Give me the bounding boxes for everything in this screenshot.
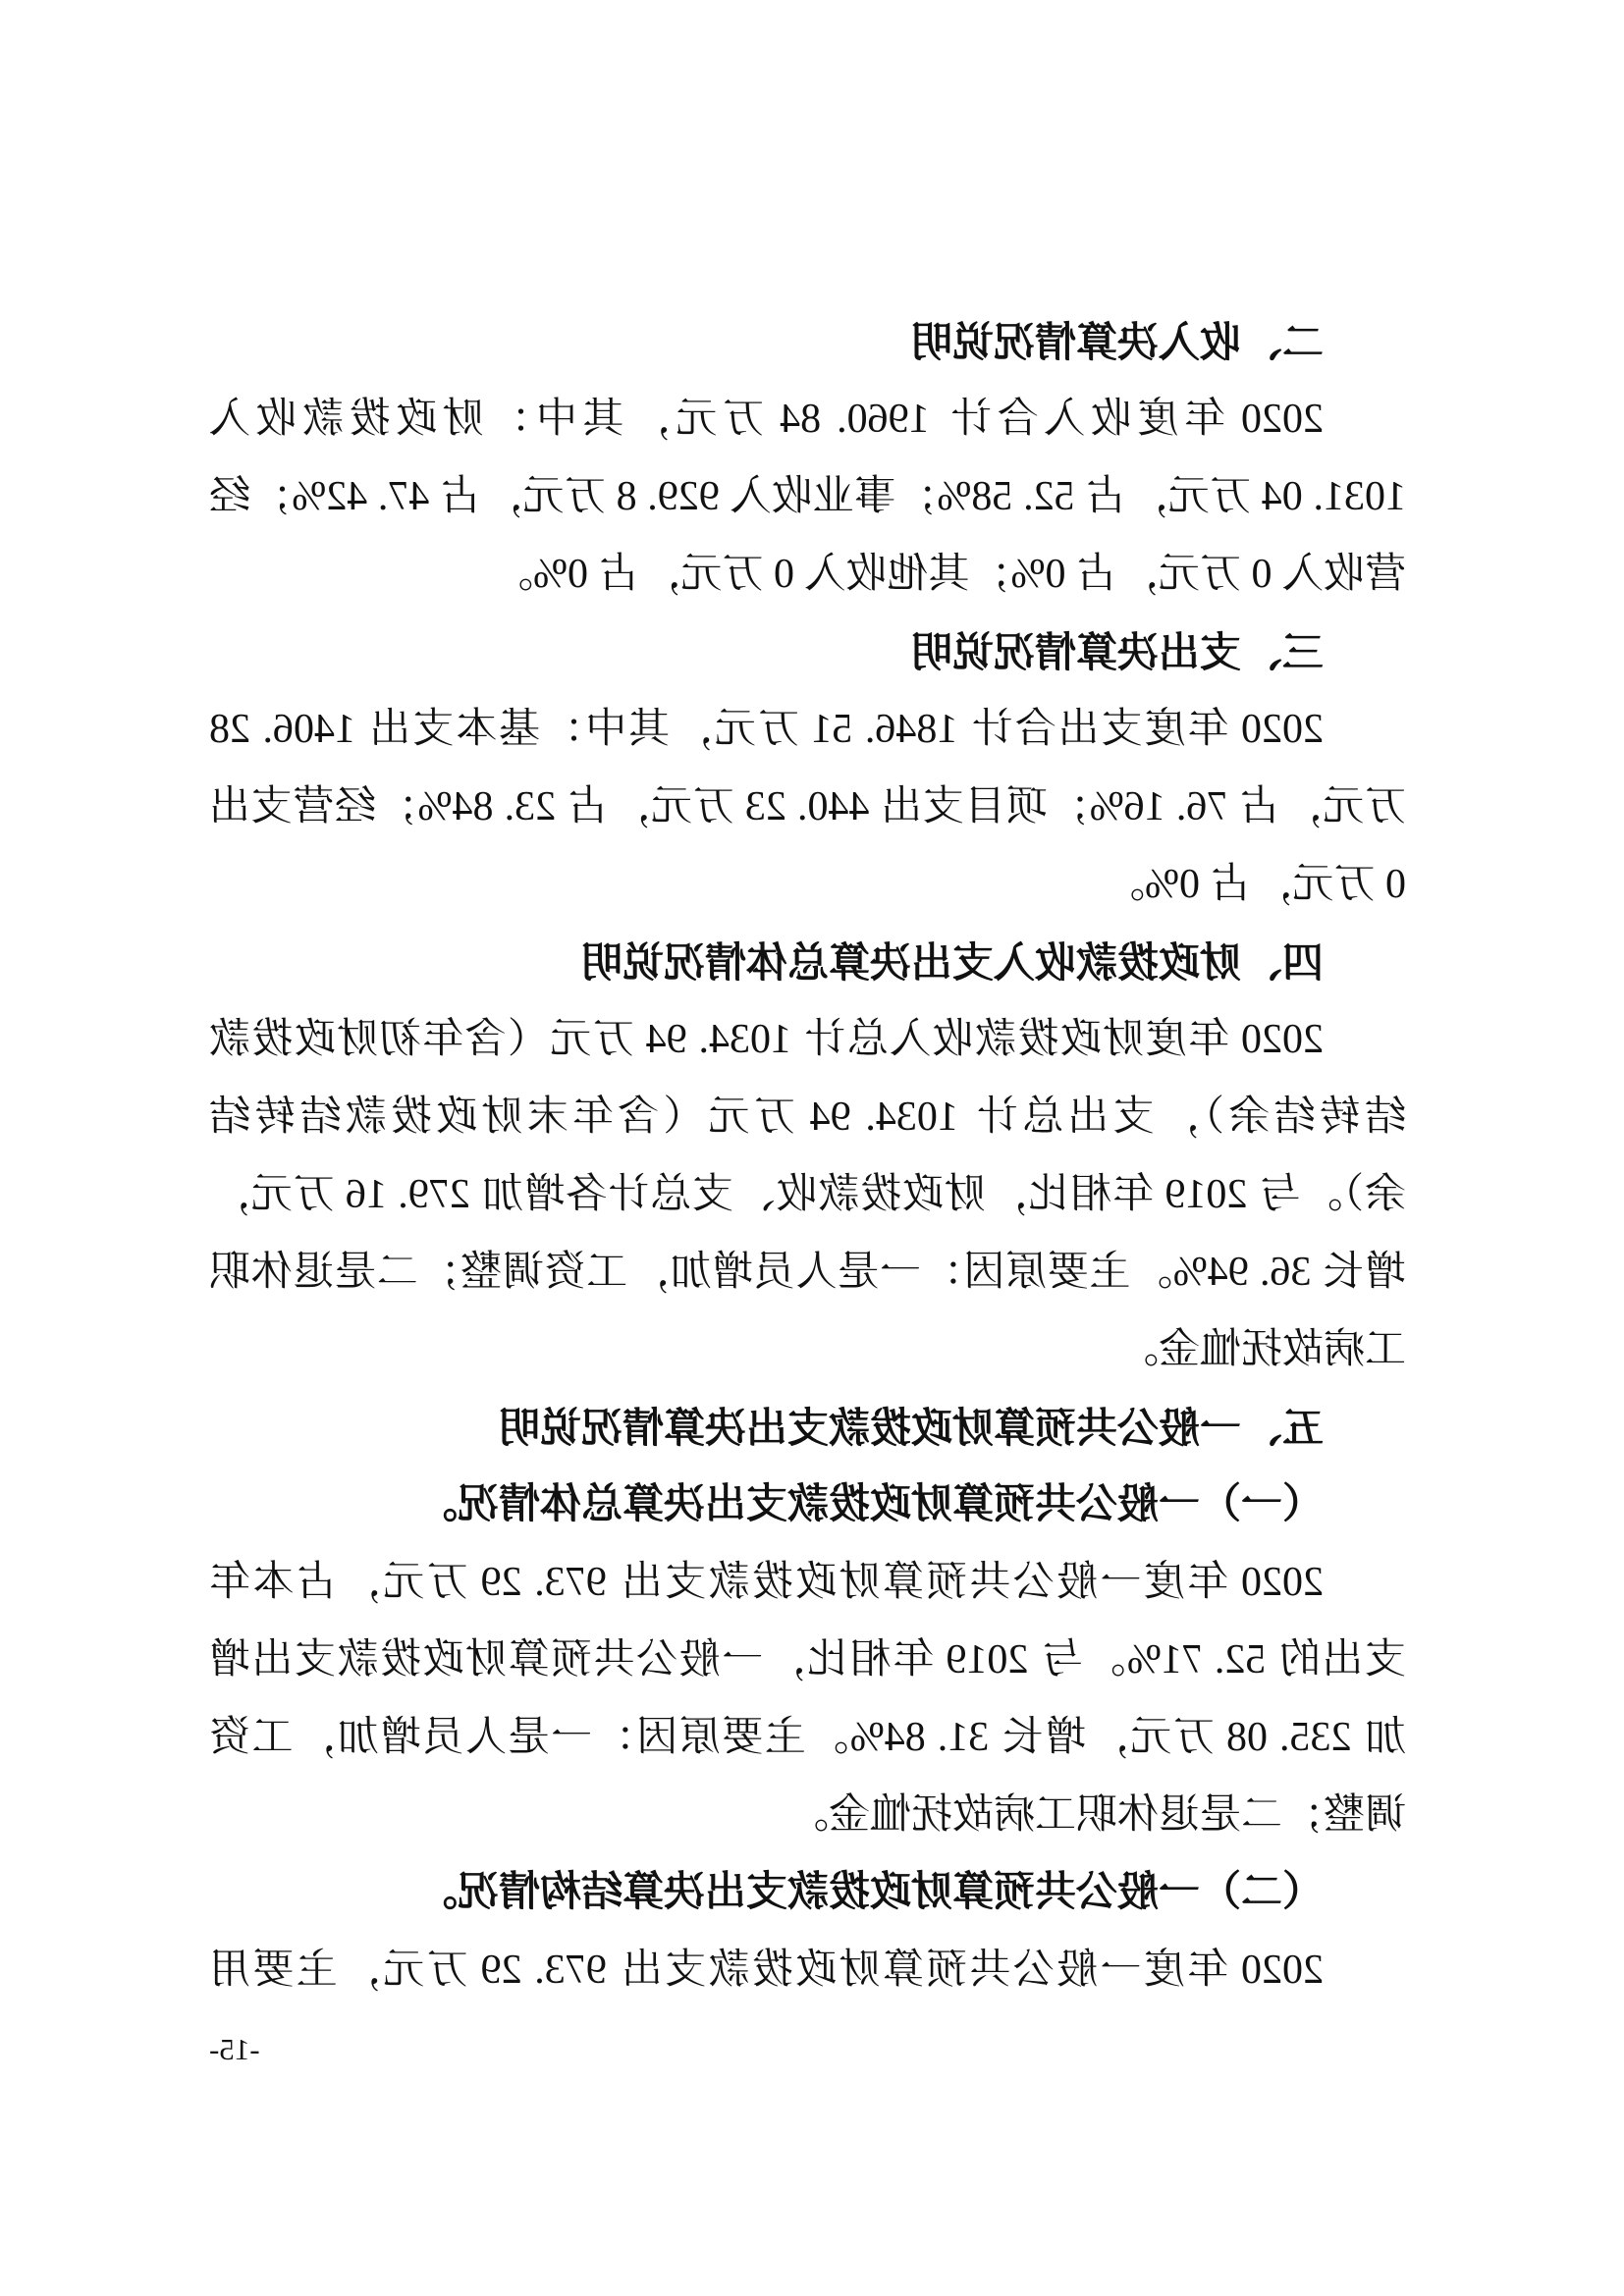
text-line: 2020 年度收入合计 1960. 84 万元，其中：财政拨款收入 bbox=[209, 397, 1324, 442]
text-line: 调整；二是退休职工病故抚恤金。 bbox=[786, 1792, 1406, 1838]
text-line: 营收入 0 万元，占 0%；其他收入 0 万元，占 0%。 bbox=[492, 552, 1406, 597]
text-line: 2020 年度支出合计 1846. 51 万元，其中：基本支出 1406. 28 bbox=[209, 707, 1324, 752]
text-line: 工病故抚恤金。 bbox=[1116, 1327, 1406, 1372]
text-line: 2020 年度一般公共预算财政拨款支出 973. 29 万元，主要用 bbox=[209, 1948, 1324, 1993]
text-line: 2020 年度财政拨款收入总计 1034. 94 万元（含年初财政拨款 bbox=[209, 1017, 1324, 1062]
text-line: 增长 36. 94%。主要原因：一是人员增加，工资调整；二是退休职 bbox=[209, 1250, 1406, 1295]
text-line: 余）。与 2019 年相比，财政拨款收、支总计各增加 279. 16 万元， bbox=[209, 1172, 1406, 1217]
text-line: 2020 年度一般公共预算财政拨款支出 973. 29 万元，占本年 bbox=[209, 1560, 1324, 1605]
text-line: 加 235. 08 万元，增长 31. 84%。主要原因：一是人员增加，工资 bbox=[209, 1715, 1406, 1760]
document-body bbox=[209, 303, 1406, 2009]
text-line: 结转结余），支出总计 1034. 94 万元（含年末财政拨款结转结 bbox=[209, 1095, 1406, 1140]
section-heading-public-budget: 五、一般公共预算财政拨款支出决算情况说明 bbox=[498, 1405, 1324, 1451]
text-line: 1031. 04 万元，占 52. 58%；事业收入 929. 8 万元，占 47. 42%；经 bbox=[209, 474, 1406, 519]
page-number: -15- bbox=[209, 2032, 260, 2066]
sub-heading-overall-situation: （一）一般公共预算财政拨款支出决算总体情况。 bbox=[415, 1482, 1324, 1527]
text-line: 0 万元，占 0%。 bbox=[1104, 862, 1406, 907]
text-line: 万元，占 76. 16%；项目支出 440. 23 万元，占 23. 84%；经营支出 bbox=[209, 784, 1406, 829]
section-heading-income: 二、收入决算情况说明 bbox=[910, 319, 1324, 365]
section-heading-fiscal-total: 四、财政拨款收入支出决算总体情况说明 bbox=[580, 939, 1324, 986]
sub-heading-structure-situation: （二）一般公共预算财政拨款支出决算结构情况。 bbox=[415, 1870, 1324, 1915]
section-heading-expenditure: 三、支出决算情况说明 bbox=[910, 629, 1324, 675]
text-line: 支出的 52. 71%。与 2019 年相比，一般公共预算财政拨款支出增 bbox=[209, 1637, 1406, 1682]
